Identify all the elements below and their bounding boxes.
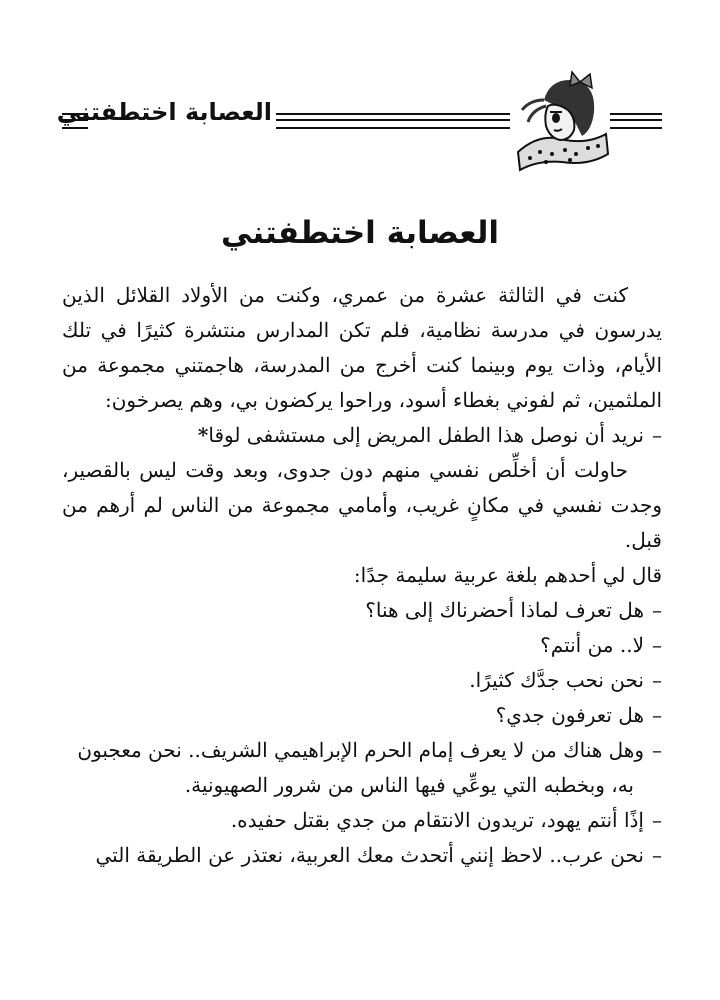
dialog-text: لا.. من أنتم؟	[540, 633, 644, 657]
dialog-dash: –	[652, 843, 662, 867]
dialog-text: هل تعرفون جدي؟	[495, 703, 644, 727]
header-rule	[276, 113, 510, 129]
dialog-continuation: به، وبخطبه التي يوعِّي فيها الناس من شرور الصهيونية.	[184, 773, 634, 797]
paragraph: كنت في الثالثة عشرة من عمري، وكنت من الأولاد القلائل الذين يدرسون في مدرسة نظامية، فلم تكن المدارس منتشرة كثيرًا في تلك الأيام، وذات يوم وبينما كنت أخرج من المدرسة، هاجمتني مجموعة من الملثمين، ثم لفوني بغطاء أسود، وراحوا يركضون بي، وهم يصرخون:	[62, 283, 662, 412]
dialog-text: وهل هناك من لا يعرف إمام الحرم الإبراهيمي الشريف.. نحن معجبون	[77, 738, 644, 762]
dialog-text: هل تعرف لماذا أحضرناك إلى هنا؟	[365, 598, 644, 622]
running-header	[56, 70, 662, 175]
dialog-line	[62, 418, 662, 453]
dialog-line	[62, 663, 662, 698]
dialog-line	[62, 628, 662, 663]
dialog-text: نحن نحب جدَّك كثيرًا.	[469, 668, 644, 692]
dialog-dash: –	[652, 808, 662, 832]
dialog-text: إذًا أنتم يهود، تريدون الانتقام من جدي بقتل حفيده.	[230, 808, 644, 832]
dialog-text: نريد أن نوصل هذا الطفل المريض إلى مستشفى لوقا	[208, 423, 644, 447]
dialog-text: نحن عرب.. لاحظ إنني أتحدث معك العربية، نعتذر عن الطريقة التي	[95, 843, 644, 867]
header-rule	[610, 113, 662, 129]
chapter-title: العصابة اختطفتني	[221, 215, 499, 251]
dialog-line	[62, 698, 662, 733]
footnote-marker: *	[197, 423, 209, 447]
dialog-dash: –	[652, 598, 662, 622]
dialog-dash: –	[652, 633, 662, 657]
girl-mascot-icon	[510, 70, 610, 175]
dialog-line	[62, 733, 662, 768]
dialog-dash: –	[652, 703, 662, 727]
dialog-line	[62, 593, 662, 628]
paragraph: قال لي أحدهم بلغة عربية سليمة جدًا:	[353, 563, 662, 587]
paragraph: حاولت أن أخلِّص نفسي منهم دون جدوى، وبعد وقت ليس بالقصير، وجدت نفسي في مكانٍ غريب، وأمامي مجموعة من الناس لم أرهم من قبل.	[62, 458, 662, 552]
running-title: العصابة اختطفتني	[56, 98, 272, 126]
dialog-dash: –	[652, 668, 662, 692]
body-text	[62, 278, 662, 873]
dialog-dash: –	[652, 738, 662, 762]
dialog-line	[62, 803, 662, 838]
dialog-line	[62, 838, 662, 873]
dialog-dash: –	[652, 423, 662, 447]
